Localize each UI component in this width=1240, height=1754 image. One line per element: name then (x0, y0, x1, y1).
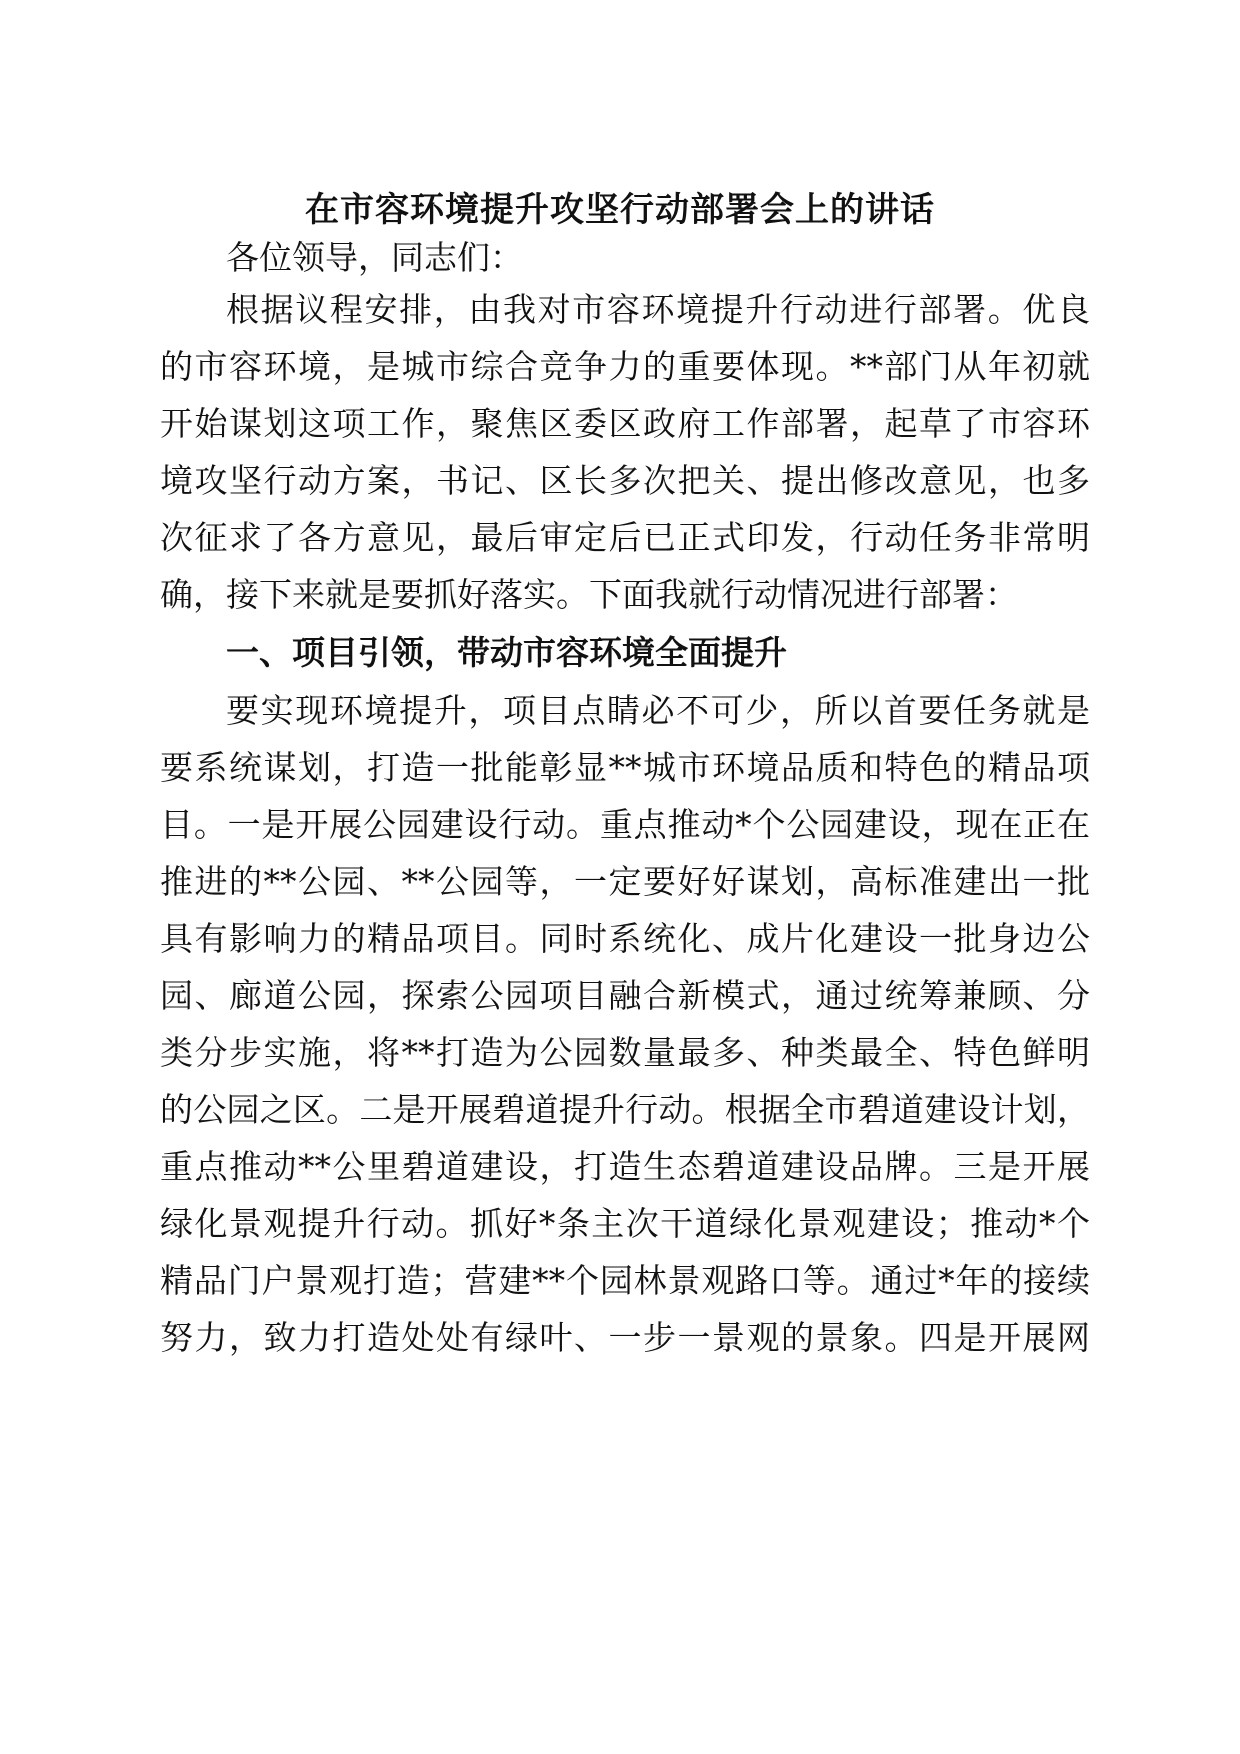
section-heading: 一、项目引领，带动市容环境全面提升 (226, 633, 787, 672)
paragraph-line: 目。一是开展公园建设行动。重点推动*个公园建设，现在正在 (160, 805, 1090, 844)
salutation: 各位领导，同志们： (226, 238, 523, 277)
paragraph-line: 重点推动**公里碧道建设，打造生态碧道建设品牌。三是开展 (160, 1147, 1090, 1186)
paragraph-line: 具有影响力的精品项目。同时系统化、成片化建设一批身边公 (160, 919, 1090, 958)
paragraph-line: 确，接下来就是要抓好落实。下面我就行动情况进行部署： (160, 575, 1018, 614)
paragraph-line: 要系统谋划，打造一批能彰显**城市环境品质和特色的精品项 (160, 748, 1090, 787)
paragraph-line: 根据议程安排，由我对市容环境提升行动进行部署。优良 (226, 290, 1090, 329)
paragraph-line: 推进的**公园、**公园等，一定要好好谋划，高标准建出一批 (160, 862, 1090, 901)
paragraph-line: 努力，致力打造处处有绿叶、一步一景观的景象。四是开展网 (160, 1318, 1090, 1357)
paragraph-line: 园、廊道公园，探索公园项目融合新模式，通过统筹兼顾、分 (160, 976, 1090, 1015)
paragraph-line: 绿化景观提升行动。抓好*条主次干道绿化景观建设；推动*个 (160, 1204, 1090, 1243)
paragraph-line: 要实现环境提升，项目点睛必不可少，所以首要任务就是 (226, 691, 1090, 730)
paragraph-line: 精品门户景观打造；营建**个园林景观路口等。通过*年的接续 (160, 1261, 1090, 1300)
paragraph-line: 境攻坚行动方案，书记、区长多次把关、提出修改意见，也多 (160, 461, 1090, 500)
paragraph-line: 开始谋划这项工作，聚焦区委区政府工作部署，起草了市容环 (160, 404, 1090, 443)
paragraph-line: 类分步实施，将**打造为公园数量最多、种类最全、特色鲜明 (160, 1033, 1090, 1072)
paragraph-line: 次征求了各方意见，最后审定后已正式印发，行动任务非常明 (160, 518, 1090, 557)
document-title: 在市容环境提升攻坚行动部署会上的讲话 (305, 190, 935, 230)
paragraph-line: 的公园之区。二是开展碧道提升行动。根据全市碧道建设计划， (160, 1090, 1090, 1129)
paragraph-line: 的市容环境，是城市综合竞争力的重要体现。**部门从年初就 (160, 347, 1090, 386)
